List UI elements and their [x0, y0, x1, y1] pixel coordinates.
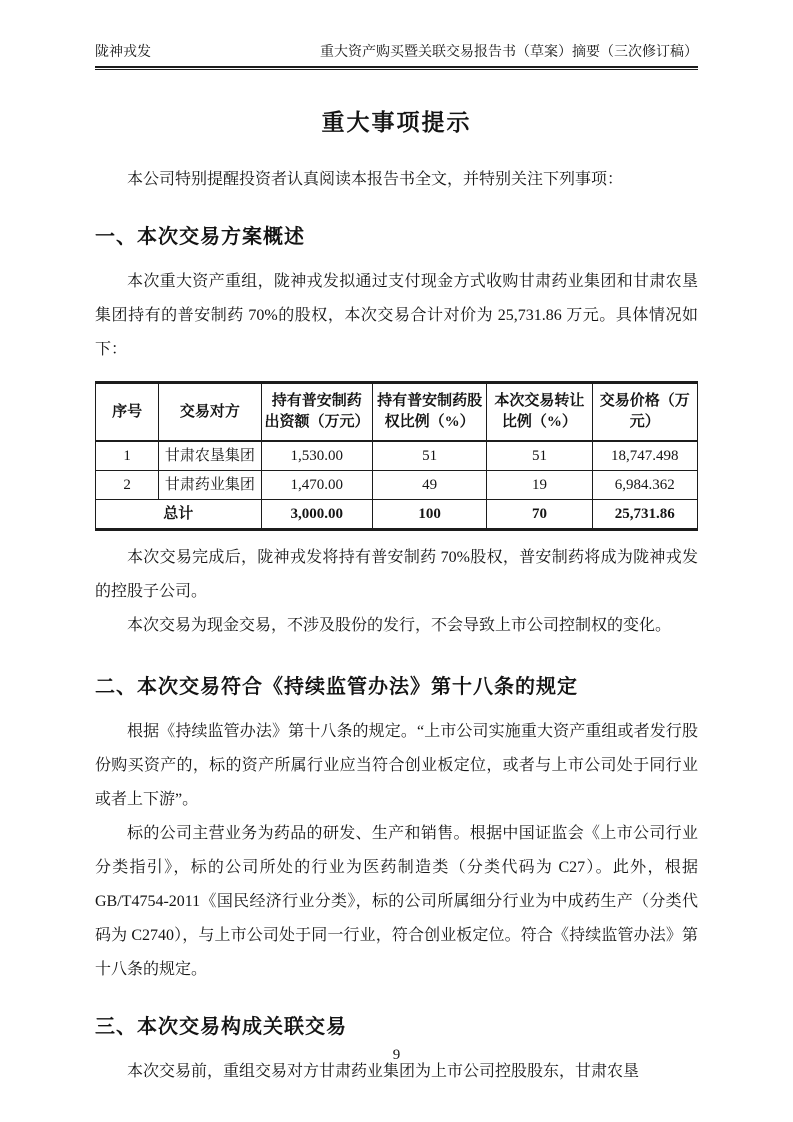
header-company-name: 陇神戎发: [95, 45, 151, 60]
table-total-row: [96, 500, 698, 530]
total-label-cell: 总计: [96, 500, 262, 530]
section-2-paragraph-1: 根据《持续监管办法》第十八条的规定。“上市公司实施重大资产重组或者发行股份购买资产的，标的资产所属行业应当符合创业板定位，或者与上市公司处于同行业或者上下游”。: [95, 723, 698, 808]
cell-price: 6,984.362: [592, 471, 697, 500]
page-number: 9: [392, 1047, 401, 1063]
cell-counterparty: 甘肃农垦集团: [159, 441, 261, 471]
cell-transfer-ratio: 51: [487, 441, 592, 471]
header-cell-counterparty: 交易对方: [159, 383, 261, 442]
cell-counterparty: 甘肃药业集团: [159, 471, 261, 500]
section-1-heading: 一、本次交易方案概述: [95, 226, 305, 248]
transaction-summary-table: [95, 381, 698, 531]
section-2-paragraph-2: 标的公司主营业务为药品的研发、生产和销售。根据中国证监会《上市公司行业分类指引》，标的公司所处的行业为医药制造类（分类代码为 C27）。此外，根据 GB/T4754-2011《国民经济行业分类》，标的公司所属细分行业为中成药生产（分类代码为 C2740），与上市公司处于同一行业，符合创业板定位。符合《持续监管办法》第十八条的规定。: [95, 825, 698, 978]
intro-section: [95, 163, 698, 197]
total-transfer-ratio-cell: 70: [487, 500, 592, 530]
cell-equity-ratio: 49: [372, 471, 486, 500]
section-2-heading: 二、本次交易符合《持续监管办法》第十八条的规定: [95, 676, 578, 698]
page-title: 重大事项提示: [321, 109, 472, 135]
intro-paragraph: 本公司特别提醒投资者认真阅读本报告书全文，并特别关注下列事项：: [127, 171, 624, 188]
section-3-paragraph-1: 本次交易前，重组交易对方甘肃药业集团为上市公司控股股东，甘肃农垦: [127, 1063, 640, 1080]
table-row: [96, 441, 698, 471]
section-1-paragraph-1: 本次重大资产重组，陇神戎发拟通过支付现金方式收购甘肃药业集团和甘肃农垦集团持有的普安制药 70%的股权，本次交易合计对价为 25,731.86 万元。具体情况如下：: [95, 273, 698, 358]
total-contribution-cell: 3,000.00: [261, 500, 372, 530]
header-divider-rule: [95, 66, 698, 70]
cell-contribution: 1,470.00: [261, 471, 372, 500]
header-cell-equity-ratio: 持有普安制药股权比例（%）: [372, 383, 486, 442]
header-report-title: 重大资产购买暨关联交易报告书（草案）摘要（三次修订稿）: [320, 45, 698, 60]
cell-equity-ratio: 51: [372, 441, 486, 471]
section-1-paragraph-2: 本次交易完成后，陇神戎发将持有普安制药 70%股权，普安制药将成为陇神戎发的控股子公司。: [95, 549, 698, 600]
cell-transfer-ratio: 19: [487, 471, 592, 500]
cell-contribution: 1,530.00: [261, 441, 372, 471]
section-1-paragraph-3: 本次交易为现金交易，不涉及股份的发行，不会导致上市公司控制权的变化。: [127, 617, 672, 634]
header-cell-contribution: 持有普安制药出资额（万元）: [261, 383, 372, 442]
cell-index: 2: [96, 471, 159, 500]
total-equity-ratio-cell: 100: [372, 500, 486, 530]
section-3-heading: 三、本次交易构成关联交易: [95, 1016, 347, 1038]
cell-price: 18,747.498: [592, 441, 697, 471]
running-header: [95, 44, 698, 66]
header-cell-transfer-ratio: 本次交易转让比例（%）: [487, 383, 592, 442]
table-header-row: [96, 383, 698, 442]
cell-index: 1: [96, 441, 159, 471]
header-cell-index: 序号: [96, 383, 159, 442]
header-cell-price: 交易价格（万元）: [592, 383, 697, 442]
total-price-cell: 25,731.86: [592, 500, 697, 530]
table-row: [96, 471, 698, 500]
